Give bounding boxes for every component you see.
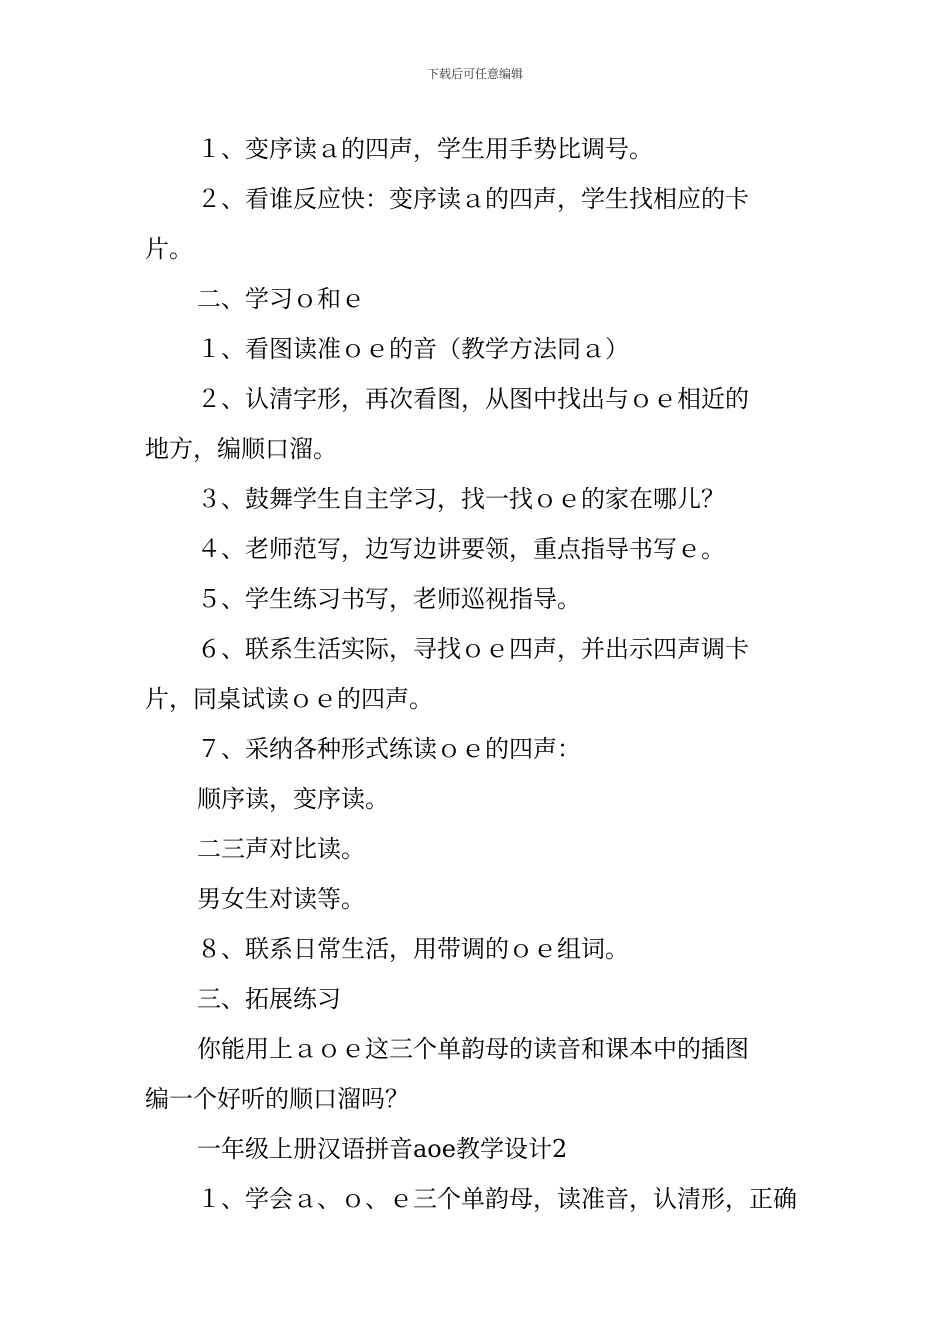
paragraph-line: 地方，编顺口溜。 (145, 435, 337, 463)
paragraph-line: 片，同桌试读ｏｅ的四声。 (145, 685, 433, 713)
paragraph-line: 二三声对比读。 (197, 835, 365, 863)
section-heading: 三、拓展练习 (197, 985, 341, 1013)
paragraph-line: 顺序读，变序读。 (197, 785, 389, 813)
paragraph-line: 编一个好听的顺口溜吗？ (145, 1085, 409, 1113)
document-subtitle: 一年级上册汉语拼音aoe教学设计2 (197, 1135, 568, 1163)
paragraph-line: ７、采纳各种形式练读ｏｅ的四声： (197, 735, 581, 763)
section-heading: 二、学习ｏ和ｅ (197, 285, 365, 313)
paragraph-line: 你能用上ａｏｅ这三个单韵母的读音和课本中的插图 (197, 1035, 749, 1063)
paragraph-line: ２、看谁反应快：变序读ａ的四声，学生找相应的卡 (197, 185, 749, 213)
paragraph-line: 男女生对读等。 (197, 885, 365, 913)
paragraph-line: ３、鼓舞学生自主学习，找一找ｏｅ的家在哪儿？ (197, 485, 725, 513)
paragraph-line: ２、认清字形，再次看图，从图中找出与ｏｅ相近的 (197, 385, 749, 413)
paragraph-line: ４、老师范写，边写边讲要领，重点指导书写ｅ。 (197, 535, 725, 563)
paragraph-line: １、变序读ａ的四声，学生用手势比调号。 (197, 135, 653, 163)
paragraph-line: ５、学生练习书写，老师巡视指导。 (197, 585, 581, 613)
paragraph-line: 片。 (145, 235, 193, 263)
page-header: 下载后可任意编辑 (426, 67, 523, 81)
paragraph-line: １、学会ａ、ｏ、ｅ三个单韵母，读准音，认清形，正确 (197, 1185, 797, 1213)
paragraph-line: ８、联系日常生活，用带调的ｏｅ组词。 (197, 935, 629, 963)
paragraph-line: １、看图读准ｏｅ的音（教学方法同ａ） (197, 335, 629, 363)
paragraph-line: ６、联系生活实际，寻找ｏｅ四声，并出示四声调卡 (197, 635, 749, 663)
